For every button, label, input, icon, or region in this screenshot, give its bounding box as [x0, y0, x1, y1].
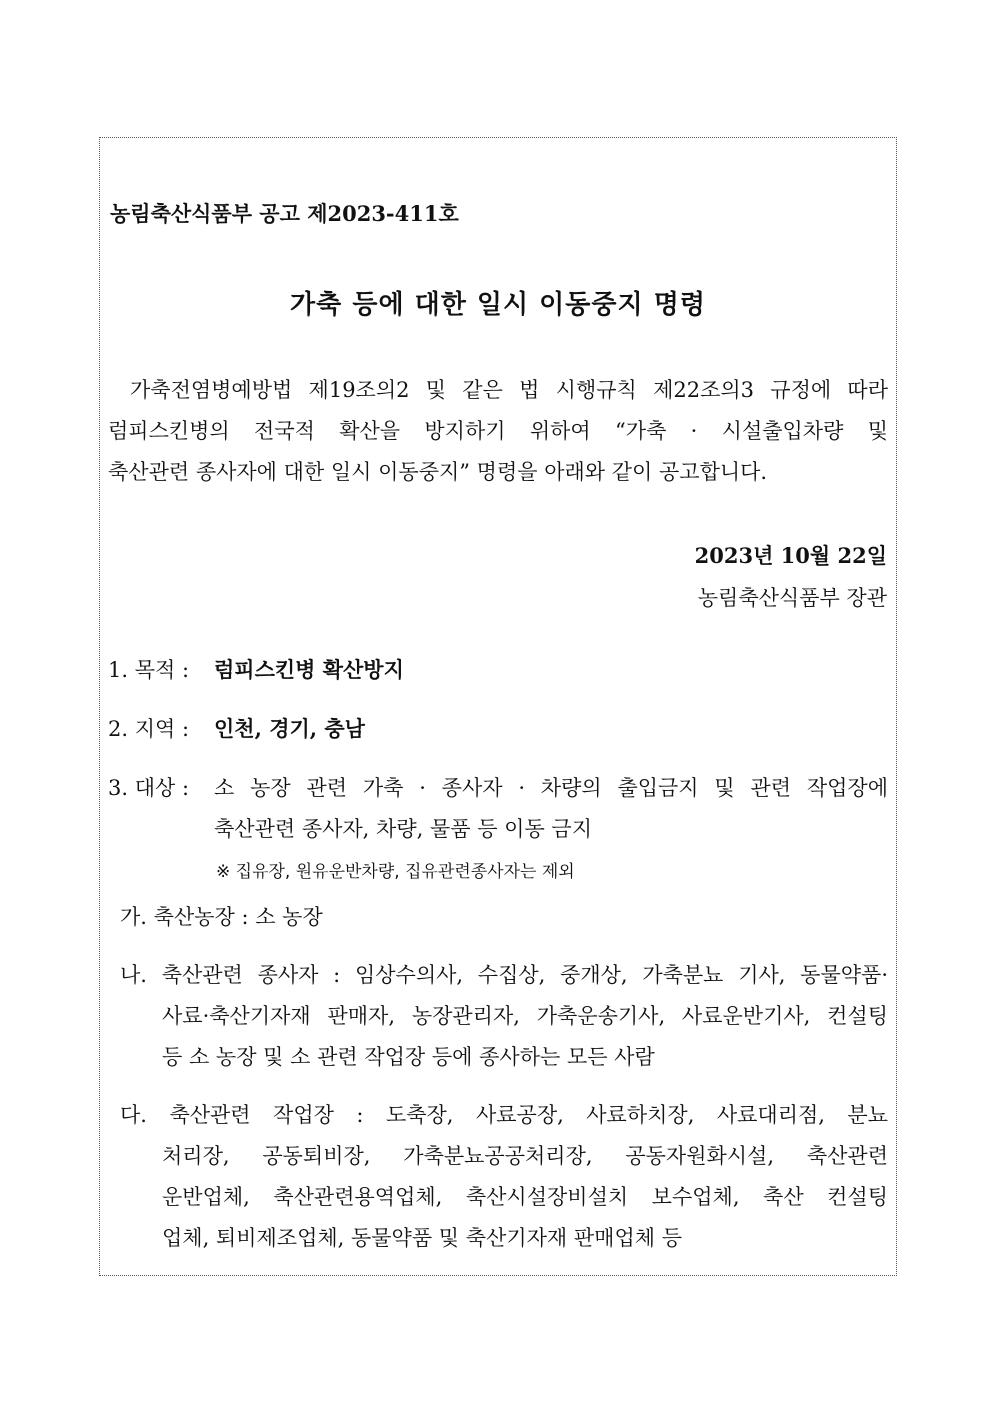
item-target-note: ※ 집유장, 원유운반차량, 집유관련종사자는 제외: [216, 862, 575, 882]
item-target-line-2: 축산관련 종사자, 차량, 물품 등 이동 금지: [214, 817, 592, 841]
item-target: [108, 772, 888, 802]
subitem-da-line-2: 처리장, 공동퇴비장, 가축분뇨공공처리장, 공동자원화시설, 축산관련: [162, 1144, 888, 1168]
item-purpose: [108, 654, 404, 684]
notice-number: 농림축산식품부 공고 제2023-411호: [110, 201, 459, 226]
item-purpose-value: 럼피스킨병 확산방지: [214, 657, 404, 682]
item-purpose-label: 1. 목적 :: [108, 658, 190, 682]
subitem-da-line-4: 업체, 퇴비제조업체, 동물약품 및 축산기자재 판매업체 등: [162, 1226, 682, 1250]
intro-line-1: 가축전염병예방법 제19조의2 및 같은 법 시행규칙 제22조의3 규정에 따라: [130, 378, 888, 402]
subitem-ga: 가. 축산농장 : 소 농장: [120, 905, 323, 929]
intro-line-3: 축산관련 종사자에 대한 일시 이동중지” 명령을 아래와 같이 공고합니다.: [108, 460, 768, 484]
subitem-na-line-1: 나. 축산관련 종사자 : 임상수의사, 수집상, 중개상, 가축분뇨 기사, 동물약품·: [120, 963, 888, 987]
subitem-na-line-2: 사료·축산기자재 판매자, 농장관리자, 가축운송기사, 사료운반기사, 컨설팅: [162, 1004, 888, 1028]
item-region-value: 인천, 경기, 충남: [214, 716, 365, 741]
subitem-na-line-3: 등 소 농장 및 소 관련 작업장 등에 종사하는 모든 사람: [162, 1045, 655, 1069]
item-region-label: 2. 지역 :: [108, 717, 190, 741]
item-target-label: 3. 대상 :: [108, 776, 190, 800]
document-title: 가축 등에 대한 일시 이동중지 명령: [290, 290, 706, 320]
signer: 농림축산식품부 장관: [697, 586, 887, 610]
item-target-line-1: 소 농장 관련 가축 · 종사자 · 차량의 출입금지 및 관련 작업장에: [214, 776, 888, 800]
intro-line-2: 럼피스킨병의 전국적 확산을 방지하기 위하여 “가축 · 시설출입차량 및: [108, 419, 888, 443]
subitem-da-line-3: 운반업체, 축산관련용역업체, 축산시설장비설치 보수업체, 축산 컨설팅: [162, 1185, 888, 1209]
subitem-da-line-1: 다. 축산관련 작업장 : 도축장, 사료공장, 사료하치장, 사료대리점, 분뇨: [120, 1103, 888, 1127]
notice-date: 2023년 10월 22일: [694, 543, 887, 568]
item-region: [108, 713, 365, 743]
